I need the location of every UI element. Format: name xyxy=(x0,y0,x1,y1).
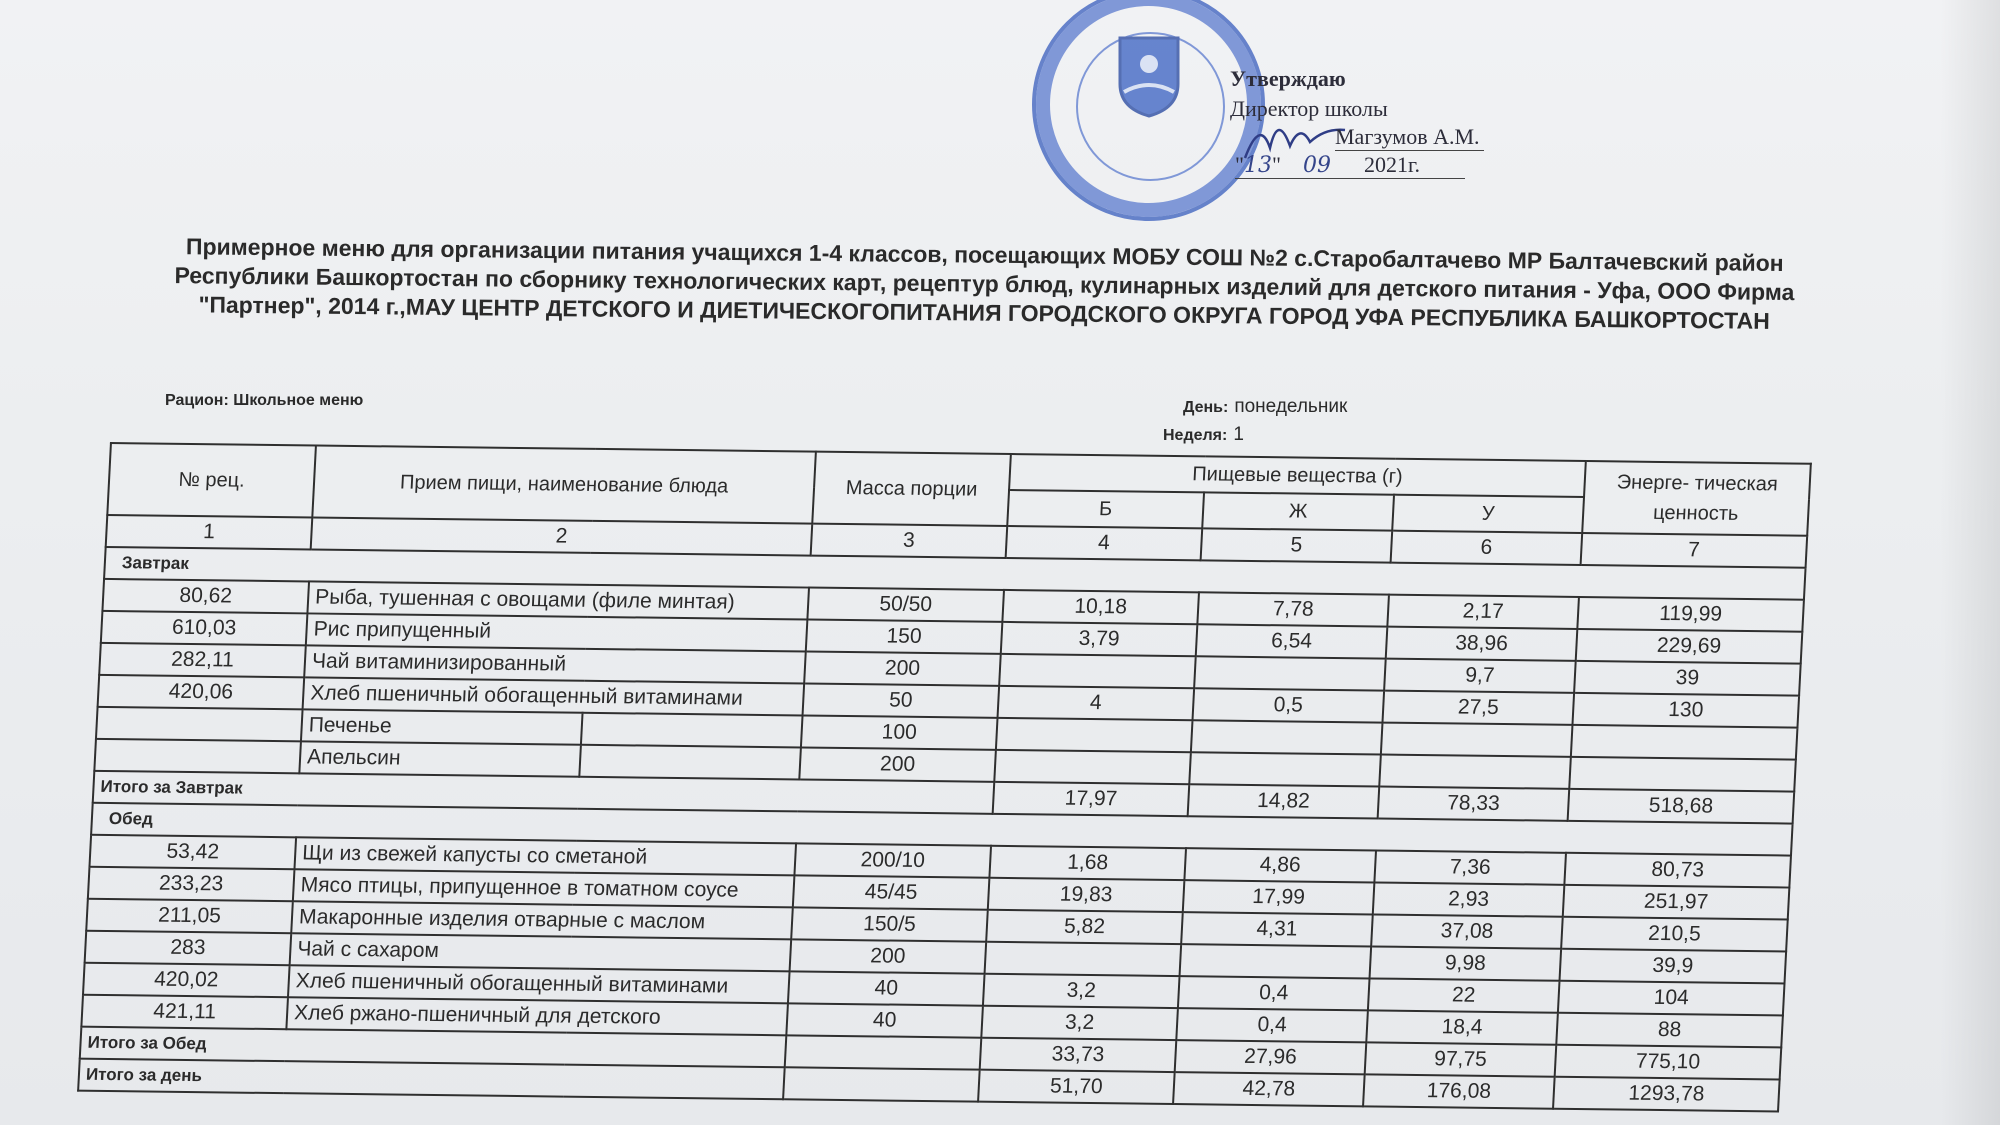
header-nutrients: Пищевые вещества (г) xyxy=(1009,454,1586,497)
total-carbs: 176,08 xyxy=(1363,1074,1555,1108)
fat-value: 17,99 xyxy=(1183,880,1375,914)
carbs-value: 22 xyxy=(1368,978,1560,1012)
carbs-value: 2,93 xyxy=(1373,882,1565,916)
fat-value: 6,54 xyxy=(1196,624,1388,658)
recipe-number: 233,23 xyxy=(88,867,295,901)
fat-value: 4,86 xyxy=(1184,848,1376,882)
recipe-number: 282,11 xyxy=(99,643,306,677)
approval-quote-close: " xyxy=(1271,152,1281,177)
lunch-rows xyxy=(81,835,1791,1048)
menu-table xyxy=(77,442,1812,1112)
portion-mass: 100 xyxy=(801,715,998,749)
header-dish: Прием пищи, наименование блюда xyxy=(312,446,816,524)
dish-name: Апельсин xyxy=(299,741,581,776)
energy-value: 210,5 xyxy=(1561,917,1788,952)
portion-mass: 50/50 xyxy=(807,588,1004,622)
total-energy: 775,10 xyxy=(1555,1045,1782,1080)
dish-name: Чай витаминизированный xyxy=(304,645,806,683)
col-number: 7 xyxy=(1581,533,1808,568)
fat-value xyxy=(1180,944,1372,978)
total-fat: 42,78 xyxy=(1173,1072,1365,1106)
total-protein: 17,97 xyxy=(993,782,1190,816)
header-carbs: У xyxy=(1392,495,1584,533)
header-fat: Ж xyxy=(1202,492,1394,530)
recipe-number: 420,02 xyxy=(83,963,290,997)
energy-value: 119,99 xyxy=(1577,597,1804,632)
dish-empty xyxy=(579,745,801,780)
col-number: 4 xyxy=(1006,526,1203,560)
day-field xyxy=(1183,396,1347,418)
dish-name: Хлеб пшеничный обогащенный витаминами xyxy=(288,965,790,1003)
energy-value: 39 xyxy=(1574,661,1801,696)
protein-value: 10,18 xyxy=(1002,590,1199,624)
protein-value: 3,2 xyxy=(981,1006,1178,1040)
portion-mass: 200 xyxy=(804,652,1001,686)
portion-mass: 40 xyxy=(786,1003,983,1037)
dish-name: Хлеб ржано-пшеничный для детского xyxy=(286,997,788,1035)
fat-value xyxy=(1191,720,1383,754)
dish-name: Чай с сахаром xyxy=(290,933,792,971)
total-label: Итого за Завтрак xyxy=(93,771,995,814)
recipe-number xyxy=(94,739,301,773)
recipe-number xyxy=(96,707,303,741)
protein-value: 3,79 xyxy=(1001,622,1198,656)
portion-mass: 150 xyxy=(806,620,1003,654)
dish-name: Рис припущенный xyxy=(306,613,808,651)
portion-mass: 200/10 xyxy=(794,843,991,877)
approval-title: Утверждаю xyxy=(1230,66,1346,91)
recipe-number: 53,42 xyxy=(89,835,296,869)
total-carbs: 97,75 xyxy=(1365,1042,1557,1076)
recipe-number: 211,05 xyxy=(86,899,293,933)
week-field xyxy=(1163,424,1244,446)
dish-name: Мясо птицы, припущенное в томатном соусе xyxy=(293,869,795,907)
fat-value: 4,31 xyxy=(1181,912,1373,946)
energy-value xyxy=(1569,757,1796,792)
total-label: Итого за Обед xyxy=(80,1027,787,1068)
protein-value: 1,68 xyxy=(989,846,1186,880)
energy-value xyxy=(1571,725,1798,760)
carbs-value: 38,96 xyxy=(1386,627,1578,661)
energy-value: 229,69 xyxy=(1576,629,1803,664)
carbs-value: 2,17 xyxy=(1387,595,1579,629)
carbs-value: 27,5 xyxy=(1383,691,1575,725)
total-fat: 14,82 xyxy=(1188,784,1380,818)
fat-value: 7,78 xyxy=(1197,592,1389,626)
day-value: понедельник xyxy=(1234,396,1348,417)
energy-value: 39,9 xyxy=(1560,949,1787,984)
portion-mass: 40 xyxy=(788,971,985,1005)
recipe-number: 421,11 xyxy=(81,995,288,1029)
protein-value: 5,82 xyxy=(986,910,1183,944)
energy-value: 80,73 xyxy=(1564,853,1791,888)
col-number: 3 xyxy=(811,524,1008,558)
carbs-value xyxy=(1381,723,1573,757)
coat-of-arms-icon xyxy=(1116,34,1182,118)
fat-value xyxy=(1194,656,1386,690)
total-protein: 33,73 xyxy=(980,1038,1177,1072)
carbs-value xyxy=(1379,755,1571,789)
fat-value: 0,4 xyxy=(1176,1008,1368,1042)
carbs-value: 9,98 xyxy=(1370,946,1562,980)
total-label: Итого за день xyxy=(78,1059,785,1100)
day-label: День: xyxy=(1183,399,1229,416)
recipe-number: 283 xyxy=(85,931,292,965)
protein-value: 19,83 xyxy=(988,878,1185,912)
protein-value xyxy=(999,654,1196,688)
recipe-number: 80,62 xyxy=(102,579,309,613)
header-energy: Энерге- тическая ценность xyxy=(1582,461,1811,536)
total-fat: 27,96 xyxy=(1175,1040,1367,1074)
total-empty xyxy=(783,1067,980,1101)
approval-month: 09 xyxy=(1302,153,1331,178)
week-value: 1 xyxy=(1233,424,1244,445)
recipe-number: 420,06 xyxy=(98,675,305,709)
recipe-number: 610,03 xyxy=(101,611,308,645)
week-label: Неделя: xyxy=(1163,427,1228,444)
dish-name: Макаронные изделия отварные с маслом xyxy=(291,901,793,939)
protein-value: 3,2 xyxy=(983,974,1180,1008)
energy-value: 251,97 xyxy=(1563,885,1790,920)
header-num: № рец. xyxy=(107,443,316,517)
carbs-value: 9,7 xyxy=(1384,659,1576,693)
section-label: Обед xyxy=(91,803,1793,856)
dish-name: Хлеб пшеничный обогащенный витаминами xyxy=(303,677,805,715)
protein-value xyxy=(985,942,1182,976)
dish-empty xyxy=(581,713,803,748)
approval-date xyxy=(1235,152,1465,179)
header-mass: Масса порции xyxy=(812,452,1011,526)
carbs-value: 18,4 xyxy=(1366,1010,1558,1044)
total-protein: 51,70 xyxy=(978,1070,1175,1104)
dish-name: Щи из свежей капусты со сметаной xyxy=(294,837,796,875)
dish-name: Печенье xyxy=(301,709,583,744)
fat-value: 0,5 xyxy=(1193,688,1385,722)
protein-value: 4 xyxy=(998,686,1195,720)
approval-day: 13 xyxy=(1243,153,1272,178)
total-carbs: 78,33 xyxy=(1378,787,1570,821)
fat-value: 0,4 xyxy=(1178,976,1370,1010)
approval-quote: " xyxy=(1235,152,1244,177)
dish-name: Рыба, тушенная с овощами (филе минтая) xyxy=(307,581,809,619)
total-energy: 518,68 xyxy=(1568,789,1795,824)
portion-mass: 150/5 xyxy=(791,907,988,941)
portion-mass: 200 xyxy=(790,939,987,973)
approval-director-name: Магзумов А.М. xyxy=(1335,124,1484,151)
col-number: 6 xyxy=(1391,531,1583,565)
portion-mass: 50 xyxy=(803,683,1000,717)
portion-mass: 200 xyxy=(799,747,996,781)
carbs-value: 7,36 xyxy=(1374,850,1566,884)
portion-mass: 45/45 xyxy=(793,875,990,909)
ration-label: Рацион: Школьное меню xyxy=(165,392,364,409)
protein-value xyxy=(996,718,1193,752)
carbs-value: 37,08 xyxy=(1371,914,1563,948)
menu-table-wrapper xyxy=(77,442,1810,1112)
table-header-row xyxy=(109,443,1811,500)
approval-position: Директор школы xyxy=(1230,96,1388,121)
col-number: 2 xyxy=(311,517,813,555)
total-energy: 1293,78 xyxy=(1553,1077,1780,1112)
energy-value: 130 xyxy=(1573,693,1800,728)
total-empty xyxy=(785,1035,982,1069)
col-number: 5 xyxy=(1201,528,1393,562)
approval-year: 2021г. xyxy=(1363,152,1421,177)
section-label: Завтрак xyxy=(104,547,1806,600)
protein-value xyxy=(994,750,1191,784)
energy-value: 104 xyxy=(1558,981,1785,1016)
fat-value xyxy=(1189,752,1381,786)
header-protein: Б xyxy=(1007,490,1204,528)
col-number: 1 xyxy=(106,515,313,549)
document-title: Примерное меню для организации питания учащихся 1-4 классов, посещающих МОБУ СОШ №2 с.Старобалтачево МР Балтачевский район Республики Башкортостан по сборнику технологических карт, рецептур блюд, кулинарных изделий для детского питания - Уфа, ООО Фирма "Партнер", 2014 г.,МАУ ЦЕНТР ДЕТСКОГО И ДИЕТИЧЕСКОГОПИТАНИЯ ГОРОДСКОГО ОКРУГА ГОРОД УФА РЕСПУБЛИКА БАШКОРТОСТАН xyxy=(174,233,1795,334)
page-shadow xyxy=(1940,0,2000,1125)
energy-value: 88 xyxy=(1556,1013,1783,1048)
breakfast-rows xyxy=(98,579,1804,728)
